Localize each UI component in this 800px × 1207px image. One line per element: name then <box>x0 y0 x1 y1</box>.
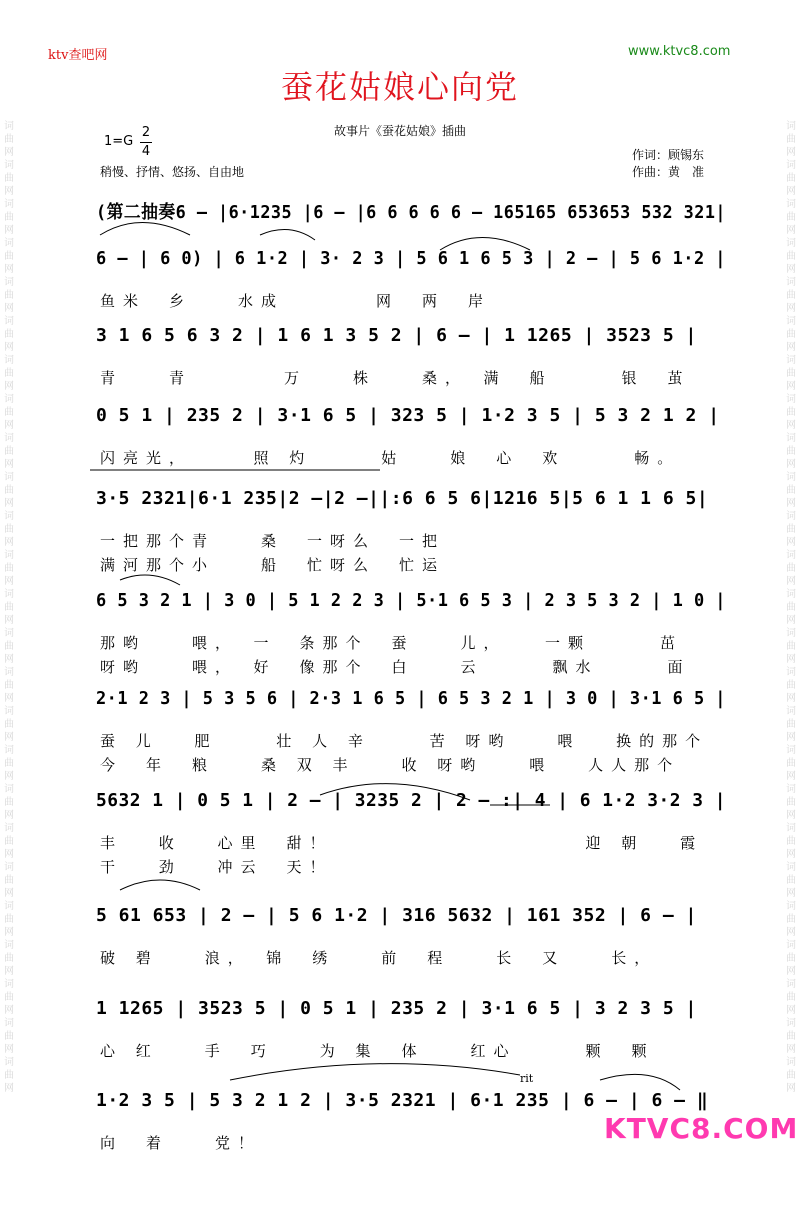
score-row-notes: 6 5 3 2 1 | 3 0 | 5 1 2 2 3 | 5·1 6 5 3 | 2 3 5 3 2 | 1 0 | <box>96 590 726 611</box>
score-row-lyrics-verse1: 闪亮光， 照 灼 姑 娘 心 欢 畅。 <box>100 449 681 467</box>
score-row-notes: 6 – | 6 0) | 6 1·2 | 3· 2 3 | 5 6 1 6 5 3 | 2 – | 5 6 1·2 | <box>96 248 726 269</box>
score-row-lyrics-verse1: 向 着 党！ <box>100 1134 262 1152</box>
score-row-lyrics-verse1: 丰 收 心里 甜！ 迎 朝 霞 <box>100 834 704 852</box>
meter-bottom: 4 <box>141 144 151 159</box>
score-row-lyrics-verse1: 蚕 儿 肥 壮 人 辛 苦 呀哟 喂 换的那个 <box>100 732 709 750</box>
side-watermark-right: 词曲网词曲网词曲网词曲网词曲网词曲网词曲网词曲网词曲网词曲网词曲网词曲网词曲网词曲网词曲网词曲网词曲网词曲网词曲网词曲网词曲网词曲网词曲网词曲网词曲网 <box>786 121 796 1094</box>
score-row-notes: 1·2 3 5 | 5 3 2 1 2 | 3·5 2321 | 6·1 235 | 6 – | 6 – ‖ <box>96 1090 709 1111</box>
score-row-lyrics-verse1: 心 红 手 巧 为 集 体 红心 颗 颗 <box>100 1042 655 1060</box>
score-row-notes: 3·5 2321|6·1 235|2 –|2 –||:6 6 5 6|1216 5|5 6 1 1 6 5| <box>96 488 709 509</box>
score-row-notes: 2·1 2 3 | 5 3 5 6 | 2·3 1 6 5 | 6 5 3 2 1 | 3 0 | 3·1 6 5 | <box>96 688 726 709</box>
score-row-lyrics-verse1: 一把那个青 桑 一呀么 一把 <box>100 532 446 550</box>
site-url-right[interactable]: www.ktvc8.com <box>628 44 731 59</box>
composer-credit: 作曲：黄 准 <box>632 165 705 179</box>
tempo-marking: 稍慢、抒情、悠扬、自由地 <box>100 165 245 179</box>
page-title: 蚕花姑娘心向党 <box>280 68 519 106</box>
score-row-lyrics-verse1: 那哟 喂， 一 条那个 蚕 儿， 一颗 茁 <box>100 634 684 652</box>
score-row-notes: 5632 1 | 0 5 1 | 2 – | 3235 2 | 2 – :| 4 | 6 1·2 3·2 3 | <box>96 790 726 811</box>
score-row-lyrics-verse2: 干 劲 冲云 天！ <box>100 858 333 876</box>
meter-top: 2 <box>141 125 151 140</box>
score-row-lyrics-verse1: 破 碧 浪， 锦 绣 前 程 长 又 长， <box>100 949 658 967</box>
lyricist-credit: 作词：顾锡东 <box>632 148 705 162</box>
score-row-notes: (第二抽奏6 – |6·1235 |6 – |6 6 6 6 6 – 165165 653653 532 321| <box>96 202 726 223</box>
score-row-notes: 0 5 1 | 235 2 | 3·1 6 5 | 323 5 | 1·2 3 5 | 5 3 2 1 2 | <box>96 405 720 426</box>
score-row-lyrics-verse1: 青 青 万 株 桑， 满 船 银 茧 <box>100 369 691 387</box>
side-watermark-left: 词曲网词曲网词曲网词曲网词曲网词曲网词曲网词曲网词曲网词曲网词曲网词曲网词曲网词曲网词曲网词曲网词曲网词曲网词曲网词曲网词曲网词曲网词曲网词曲网词曲网 <box>4 121 14 1094</box>
site-logo-left: ktv查吧网 <box>48 48 108 63</box>
score-row-lyrics-verse2: 满河那个小 船 忙呀么 忙运 <box>100 556 446 574</box>
score-row-lyrics-verse2: 呀哟 喂， 好 像那个 白 云 飘水 面 <box>100 658 691 676</box>
score-row-notes: 5 61 653 | 2 – | 5 6 1·2 | 316 5632 | 161 352 | 6 – | <box>96 905 697 926</box>
rit-marking: rit <box>520 1072 534 1085</box>
brand-watermark: KTVC8.COM <box>604 1112 799 1145</box>
score-row-notes: 1 1265 | 3523 5 | 0 5 1 | 235 2 | 3·1 6 5 | 3 2 3 5 | <box>96 998 697 1019</box>
song-subtitle: 故事片《蚕花姑娘》插曲 <box>333 124 466 138</box>
key-signature: 1=G <box>104 134 134 149</box>
score-row-notes: 3 1 6 5 6 3 2 | 1 6 1 3 5 2 | 6 – | 1 1265 | 3523 5 | <box>96 325 697 346</box>
score-row-lyrics-verse1: 鱼米 乡 水成 网 两 岸 <box>100 292 492 310</box>
score-row-lyrics-verse2: 今 年 粮 桑 双 丰 收 呀哟 喂 人人那个 <box>100 756 681 774</box>
